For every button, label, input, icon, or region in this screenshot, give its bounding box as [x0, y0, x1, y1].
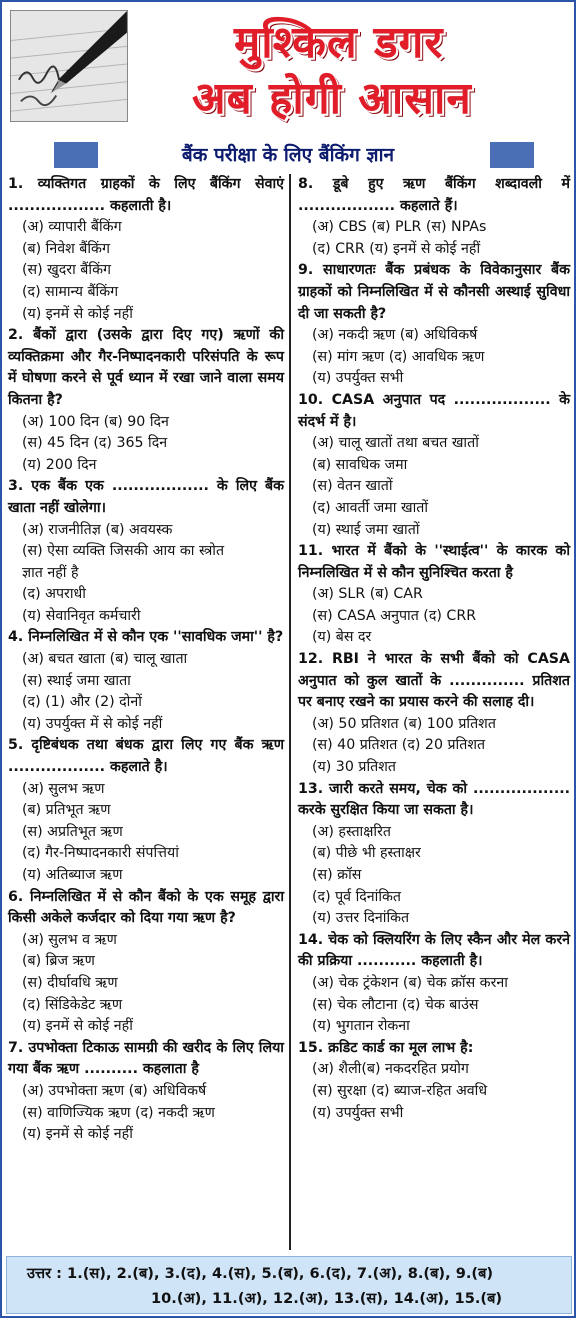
answer-option: (य) उपर्युक्त में से कोई नहीं	[22, 715, 163, 732]
question-block	[298, 541, 570, 649]
question-block	[8, 476, 284, 627]
answer-option: (स) अप्रतिभूत ऋण	[22, 823, 123, 840]
question-text: 2. बैंकों द्वारा (उसके द्वारा दिए गए) ऋणों की व्यक्तिक्रमा और गैर-निष्पादनकारी परिसंपति के रूप में घोषणा करने से पूर्व ध्यान में रखा जाने वाला समय कितना है?	[8, 327, 284, 408]
question-block	[8, 627, 284, 735]
question-text: 12. RBI ने भारत के सभी बैंको को CASA अनुपात को कुल खातों के .............. प्रतिशत पर बनाए रखने का प्रयास करने की सलाह दी।	[298, 651, 570, 711]
answer-option: (स) 40 प्रतिशत (द) 20 प्रतिशत	[312, 737, 486, 754]
answer-option: (द) पूर्व दिनांकित	[312, 888, 401, 905]
answer-option: (य) इनमें से कोई नहीं	[22, 1018, 133, 1035]
question-text: 8. डूबे हुए ऋण बैंकिंग शब्दावली में .................. कहलाते हैं।	[298, 176, 570, 214]
question-block	[298, 174, 570, 260]
answer-option: (अ) SLR (ब) CAR	[312, 586, 423, 603]
answer-key	[6, 1256, 572, 1314]
pen-writing-photo-icon	[10, 10, 128, 122]
answer-option: (द) (1) और (2) दोनों	[22, 694, 142, 711]
question-block	[8, 174, 284, 325]
question-text: 7. उपभोक्ता टिकाऊ सामग्री की खरीद के लिए लिया गया बैंक ऋण .......... कहलाता है	[8, 1039, 284, 1078]
pen-writing-illustration	[11, 11, 127, 121]
answer-option: (स) मांग ऋण (द) आवधिक ऋण	[312, 348, 485, 365]
answer-option: (स) सुरक्षा (द) ब्याज-रहित अवधि	[312, 1082, 488, 1099]
title-line-2: अब होगी आसान	[192, 73, 472, 124]
answer-option: (द) सिंडिकेडेट ऋण	[22, 996, 123, 1013]
answer-option: (अ) नकदी ऋण (ब) अधिविकर्ष	[312, 327, 478, 344]
question-block	[8, 735, 284, 886]
answer-option: (ब) ब्रिज ऋण	[22, 953, 95, 970]
answer-option: (अ) CBS (ब) PLR (स) NPAs	[312, 219, 487, 236]
answer-option: (द) सामान्य बैंकिंग	[22, 283, 119, 300]
answer-option: (अ) उपभोक्ता ऋण (ब) अधिविकर्ष	[22, 1082, 207, 1099]
question-block	[8, 1038, 284, 1146]
answer-option: (य) इनमें से कोई नहीं	[22, 1126, 133, 1143]
question-text: 1. व्यक्तिगत ग्राहकों के लिए बैंकिंग सेवाएं .................. कहलाती है।	[8, 176, 284, 214]
answer-option: (अ) शैली(ब) नकदरहित प्रयोग	[312, 1061, 469, 1078]
answer-option: (अ) राजनीतिज्ञ (ब) अवयस्क	[22, 521, 173, 538]
answer-option: (स) CASA अनुपात (द) CRR	[312, 607, 477, 624]
answer-option: (य) 30 प्रतिशत	[312, 759, 396, 776]
answer-option: (ब) प्रतिभूत ऋण	[22, 802, 111, 819]
question-block	[298, 779, 570, 930]
question-text: 11. भारत में बैंको के ''स्थाईत्व'' के कारक को निम्नलिखित में से कौन सुनिश्चित करता है	[298, 543, 570, 581]
answer-option: (य) इनमें से कोई नहीं	[22, 305, 133, 322]
question-text: 5. दृष्टिबंधक तथा बंधक द्वारा लिए गए बैंक ऋण .................. कहलाते है।	[8, 737, 284, 776]
answer-option: (अ) 50 प्रतिशत (ब) 100 प्रतिशत	[312, 715, 496, 732]
question-text: 9. साधारणतः बैंक प्रबंधक के विवेकानुसार बैंक ग्राहकों को निम्नलिखित में से कौनसी अस्थाई सुविधा दी जा सकती है?	[298, 262, 570, 322]
answer-option: (स) 45 दिन (द) 365 दिन	[22, 435, 168, 452]
answer-option: (अ) बचत खाता (ब) चालू खाता	[22, 651, 188, 668]
answer-option: (द) गैर-निष्पादनकारी संपत्तियां	[22, 845, 179, 862]
question-text: 10. CASA अनुपात पद .................. के संदर्भ में है।	[298, 391, 570, 430]
left-column	[8, 174, 284, 1146]
answer-option: (य) स्थाई जमा खातों	[312, 521, 420, 538]
right-column	[298, 174, 570, 1124]
title-line-1: मुश्किल डगर	[234, 17, 444, 68]
answer-option: (द) अपराधी	[22, 586, 86, 603]
answer-option: (य) भुगतान रोकना	[312, 1018, 410, 1035]
answer-option: (स) क्रॉस	[312, 867, 362, 883]
question-text: 4. निम्नलिखित में से कौन एक ''सावधिक जमा'' है?	[8, 629, 284, 646]
answer-option: (स) खुदरा बैंकिंग	[22, 262, 111, 279]
answer-option: (ब) सावधिक जमा	[312, 456, 408, 473]
answer-option: (अ) चेक ट्रंकेशन (ब) चेक क्रॉस करना	[312, 974, 508, 991]
question-block	[298, 649, 570, 779]
answer-option: (अ) चालू खातों तथा बचत खातों	[312, 435, 479, 452]
header	[2, 2, 574, 166]
answer-option: (य) बेस दर	[312, 629, 372, 646]
question-text: 13. जारी करते समय, चेक को .................. करके सुरक्षित किया जा सकता है।	[298, 780, 570, 819]
answer-option: (स) दीर्घावधि ऋण	[22, 974, 118, 991]
question-block	[298, 390, 570, 541]
question-block	[8, 325, 284, 476]
answer-option: (स) वाणिज्यिक ऋण (द) नकदी ऋण	[22, 1104, 215, 1121]
answer-option: (य) 200 दिन	[22, 456, 97, 473]
answer-option: (य) उपर्युक्त सभी	[312, 1104, 404, 1121]
answer-option: (द) आवर्ती जमा खातों	[312, 499, 429, 516]
answer-option: (अ) 100 दिन (ब) 90 दिन	[22, 413, 169, 430]
question-text: 15. क्रडिट कार्ड का मूल लाभ है:	[298, 1039, 474, 1056]
answer-option: (य) अतिब्याज ऋण	[22, 867, 123, 883]
answer-option: (य) उपर्युक्त सभी	[312, 370, 404, 387]
answer-option: (अ) सुलभ ऋण	[22, 780, 105, 797]
answer-key-line-1: उत्तर : 1.(स), 2.(ब), 3.(द), 4.(स), 5.(ब), 6.(द), 7.(अ), 8.(ब), 9.(ब)	[27, 1265, 494, 1282]
question-block	[298, 930, 570, 1038]
answer-option: (अ) हस्ताक्षरित	[312, 823, 391, 840]
question-text: 3. एक बैंक एक .................. के लिए बैंक खाता नहीं खोलेगा।	[8, 478, 284, 516]
answer-option: (स) वेतन खातों	[312, 478, 393, 495]
answer-option: (य) सेवानिवृत कर्मचारी	[22, 607, 141, 624]
answer-option: (स) चेक लौटाना (द) चेक बाउंस	[312, 996, 479, 1013]
subtitle: बैंक परीक्षा के लिए बैंकिंग ज्ञान	[181, 144, 395, 166]
answer-option: (द) CRR (य) इनमें से कोई नहीं	[312, 240, 481, 257]
question-text: 6. निम्नलिखित में से कौन बैंको के एक समूह द्वारा किसी अकेले कर्जदार को दिया गया ऋण है?	[8, 888, 284, 927]
answer-option: (ब) निवेश बैंकिंग	[22, 240, 110, 257]
answer-option: (य) उत्तर दिनांकित	[312, 910, 410, 927]
question-block	[298, 260, 570, 390]
question-block	[8, 887, 284, 1038]
answer-option: (स) ऐसा व्यक्ति जिसकी आय का स्त्रोत	[22, 543, 225, 560]
answer-option: (अ) व्यापारी बैंकिंग	[22, 219, 122, 236]
answer-option: (स) स्थाई जमा खाता	[22, 672, 131, 689]
answer-option: ज्ञात नहीं है	[22, 564, 79, 581]
answer-option: (ब) पीछे भी हस्ताक्षर	[312, 845, 421, 862]
answer-key-line-2: 10.(अ), 11.(अ), 12.(अ), 13.(स), 14.(अ), 15.(ब)	[151, 1290, 503, 1307]
answer-option: (अ) सुलभ व ऋण	[22, 931, 117, 948]
questions-area	[2, 174, 574, 1254]
question-text: 14. चेक को क्लियरिंग के लिए स्कैन और मेल करने की प्रक्रिया ........... कहलाती है।	[298, 931, 570, 970]
question-block	[298, 1038, 570, 1124]
